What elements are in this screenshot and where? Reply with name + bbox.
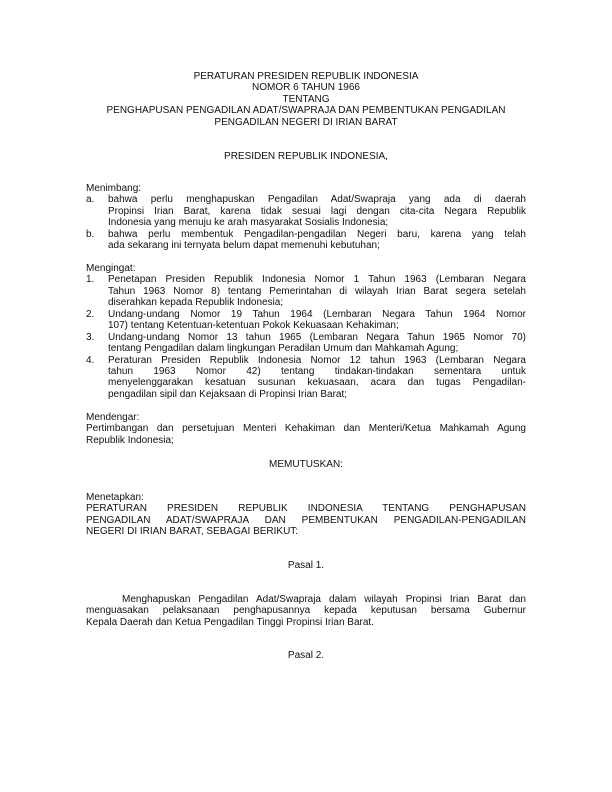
section-label: Mengingat:	[86, 263, 136, 274]
menimbang-section	[86, 183, 526, 252]
item-line: 107) tentang Ketentuan-ketentuan Pokok Kekuasaan Kehakiman;	[108, 320, 399, 332]
item-number: 2.	[86, 308, 95, 320]
list-item	[86, 194, 526, 228]
list-item	[86, 274, 526, 308]
item-line: bahwa perlu membentuk Pengadilan-pengadilan Negeri baru, karena yang telah	[108, 228, 526, 240]
mengingat-section	[86, 263, 526, 400]
body-line: menguasakan pelaksanaan penghapusannya kepada keputusan bersama Gubernur	[86, 605, 526, 617]
mendengar-section	[86, 412, 526, 446]
item-line: Tahun 1963 Nomor 8) tentang Pemerintahan di wilayah Irian Barat segera setelah	[108, 285, 526, 297]
item-line: diserahkan kepada Republik Indonesia;	[108, 297, 284, 309]
body-line: Republik Indonesia;	[86, 434, 174, 446]
body-line: NEGERI DI IRIAN BARAT, SEBAGAI BERIKUT:	[86, 526, 299, 538]
body-line: PERATURAN PRESIDEN REPUBLIK INDONESIA TENTANG PENGHAPUSAN	[86, 503, 526, 515]
item-line: Propinsi Irian Barat, karena tidak sesuai lagi dengan cita-cita Negara Republik	[108, 205, 526, 217]
item-line: menyelenggarakan kesatuan susunan kekuasaan, acara dan tugas Pengadilan-	[108, 377, 526, 389]
pasal-2-heading: Pasal 2.	[287, 650, 325, 661]
item-line: Undang-undang Nomor 13 tahun 1965 (Lembaran Negara Tahun 1965 Nomor 70)	[108, 331, 526, 343]
section-label: Menetapkan:	[86, 492, 144, 503]
list-item	[86, 309, 526, 332]
section-label: Menimbang:	[86, 183, 142, 194]
title-line: PERATURAN PRESIDEN REPUBLIK INDONESIA	[193, 71, 419, 82]
item-number: 4.	[86, 354, 95, 366]
title-line: TENTANG	[282, 93, 330, 105]
list-item	[86, 229, 526, 252]
item-line: Indonesia yang menuju ke arah masyarakat Sosialis Indonesia;	[108, 217, 389, 229]
item-number: 3.	[86, 331, 95, 343]
item-line: pengadilan sipil dan Kejaksaan di Propinsi Irian Barat;	[108, 388, 348, 400]
item-line: ada sekarang ini ternyata belum dapat memenuhi kebutuhan;	[108, 240, 380, 252]
item-line: Penetapan Presiden Republik Indonesia Nomor 1 Tahun 1963 (Lembaran Negara	[108, 274, 526, 286]
memutuskan-heading: MEMUTUSKAN:	[269, 459, 343, 470]
list-item	[86, 332, 526, 355]
pasal-1-heading: Pasal 1.	[287, 560, 325, 571]
body-line: Pertimbangan dan persetujuan Menteri Kehakiman dan Menteri/Ketua Mahkamah Agung	[86, 423, 526, 435]
item-line: tentang Pengadilan dalam lingkungan Peradilan Umum dan Mahkamah Agung;	[108, 343, 459, 355]
item-number: 1.	[86, 274, 95, 286]
item-line: bahwa perlu menghapuskan Pengadilan Adat/Swapraja yang ada di daerah	[108, 194, 526, 206]
title-line: PENGHAPUSAN PENGADILAN ADAT/SWAPRAJA DAN PEMBENTUKAN PENGADILAN	[106, 105, 506, 117]
item-line: Undang-undang Nomor 19 Tahun 1964 (Lembaran Negara Tahun 1964 Nomor	[108, 308, 526, 320]
item-number: b.	[86, 228, 95, 240]
title-line: PENGADILAN NEGERI DI IRIAN BARAT	[214, 116, 398, 128]
body-line: Kepala Daerah dan Ketua Pengadilan Tinggi Propinsi Irian Barat.	[86, 616, 374, 628]
section-label: Mendengar:	[86, 412, 140, 423]
title-line: NOMOR 6 TAHUN 1966	[252, 82, 360, 94]
document-title	[86, 71, 526, 128]
item-number: a.	[86, 194, 95, 206]
pasal-1-body	[86, 594, 526, 628]
item-line: tahun 1963 Nomor 42) tentang tindakan-tindakan sementara untuk	[108, 365, 526, 377]
menetapkan-section	[86, 492, 526, 538]
list-item	[86, 355, 526, 401]
body-line: Menghapuskan Pengadilan Adat/Swapraja dalam wilayah Propinsi Irian Barat dan	[122, 594, 526, 605]
body-line: PENGADILAN ADAT/SWAPRAJA DAN PEMBENTUKAN PENGADILAN-PENGADILAN	[86, 514, 526, 526]
item-line: Peraturan Presiden Republik Indonesia Nomor 12 tahun 1963 (Lembaran Negara	[108, 354, 526, 366]
president-heading: PRESIDEN REPUBLIK INDONESIA,	[224, 151, 388, 162]
